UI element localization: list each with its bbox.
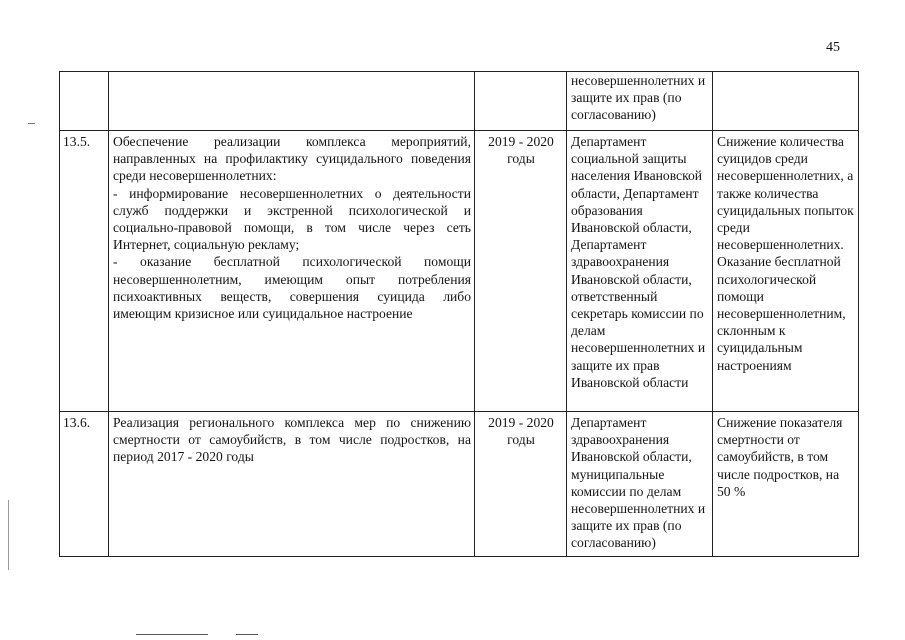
scan-edge-mark (8, 500, 9, 570)
table-row-continuation (60, 72, 859, 131)
measure-intro: Обеспечение реализации комплекса мероприятий, направленных на профилактику суицидального поведения среди несовершеннолетних: (113, 134, 471, 184)
measure-bullet: - информирование несовершеннолетних о деятельности служб поддержки и экстренной психологической и социально-правовой помощи, в том числе через сеть Интернет, социальную рекламу; (113, 185, 471, 253)
table-row (60, 131, 859, 412)
cell-period: 2019 - 2020 годы (475, 412, 567, 557)
measures-table (59, 71, 859, 557)
cell-result: Снижение количества суицидов среди несовершеннолетних, а также количества суицидальных попыток среди несовершеннолетних. Оказание бесплатной психологической помощи несовершеннолетним, склонным к суицидальным настроениям (713, 131, 859, 412)
cell-executors: Департамент социальной защиты населения Ивановской области, Департамент образования Ивановской области, Департамент здравоохранения Ивановской области, ответственный секретарь комиссии по делам несовершеннолетних и защите их прав Ивановской области (567, 131, 713, 412)
table-row (60, 412, 859, 557)
cell-result (713, 72, 859, 131)
cell-number: 13.5. (60, 131, 109, 412)
cell-number: 13.6. (60, 412, 109, 557)
scan-bottom-stroke (236, 634, 258, 635)
measure-bullet: - оказание бесплатной психологической помощи несовершеннолетним, имеющим опыт потребления психоактивных веществ, совершения суицида либо имеющим кризисное или суицидальное настроение (113, 254, 471, 322)
cell-period: 2019 - 2020 годы (475, 131, 567, 412)
page-number: 45 (826, 40, 840, 55)
cell-measure (109, 72, 475, 131)
cell-result: Снижение показателя смертности от самоубийств, в том числе подростков, на 50 % (713, 412, 859, 557)
cell-measure (109, 131, 475, 412)
cell-executors: Департамент здравоохранения Ивановской области, муниципальные комиссии по делам несовершеннолетних и защите их прав (по согласованию) (567, 412, 713, 557)
scan-margin-mark (28, 123, 35, 124)
cell-number (60, 72, 109, 131)
cell-measure: Реализация регионального комплекса мер по снижению смертности от самоубийств, в том числе подростков, на период 2017 - 2020 годы (109, 412, 475, 557)
cell-executors: несовершеннолетних и защите их прав (по согласованию) (567, 72, 713, 131)
scan-bottom-stroke (136, 634, 208, 635)
cell-period (475, 72, 567, 131)
